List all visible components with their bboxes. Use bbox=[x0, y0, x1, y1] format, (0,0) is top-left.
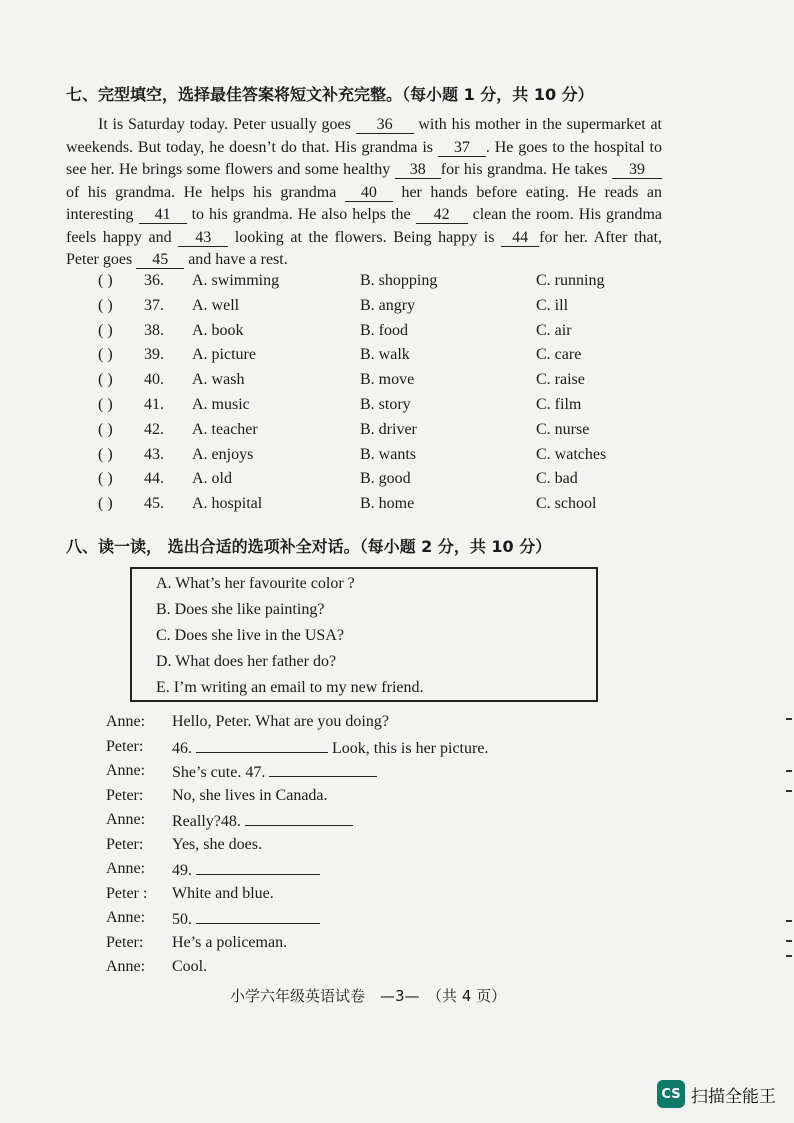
answer-line-46[interactable] bbox=[196, 738, 328, 753]
option-a: A. hospital bbox=[192, 495, 263, 513]
camscanner-logo-icon: CS bbox=[657, 1080, 685, 1108]
question-number: 43. bbox=[144, 445, 164, 463]
answer-slot[interactable]: ( ) bbox=[98, 395, 113, 413]
edge-mark bbox=[786, 790, 792, 792]
blank-38: 38 bbox=[395, 162, 441, 179]
utterance-text: 46. bbox=[172, 739, 196, 757]
blank-36: 36 bbox=[356, 117, 414, 134]
scanner-name: 扫描全能王 bbox=[691, 1086, 776, 1107]
option-c: C. ill bbox=[536, 296, 569, 314]
speaker: Anne: bbox=[106, 811, 146, 828]
edge-mark bbox=[786, 718, 792, 720]
section-7-title: 七、完型填空，选择最佳答案将短文补充完整。（每小题 1 分，共 10 分） bbox=[66, 85, 594, 104]
passage-text: her hands before eating. He reads an interesting bbox=[66, 183, 662, 223]
utterance bbox=[172, 762, 377, 782]
blank-41: 41 bbox=[139, 207, 187, 224]
option-c: C. watches bbox=[536, 445, 607, 463]
edge-mark bbox=[786, 955, 792, 957]
question-number: 40. bbox=[144, 371, 164, 389]
answer-line-50[interactable] bbox=[196, 909, 320, 924]
option-b: B. food bbox=[360, 321, 408, 339]
edge-mark bbox=[786, 770, 792, 772]
utterance bbox=[172, 909, 320, 929]
speaker: Anne: bbox=[106, 713, 146, 730]
question-number: 37. bbox=[144, 296, 164, 314]
dialog-option: E. I’m writing an email to my new friend. bbox=[156, 679, 424, 696]
passage-text: to his grandma. He also helps the bbox=[186, 206, 416, 223]
option-c: C. film bbox=[536, 395, 582, 413]
utterance bbox=[172, 811, 353, 831]
option-b: B. driver bbox=[360, 420, 417, 438]
option-c: C. air bbox=[536, 321, 572, 339]
option-c: C. bad bbox=[536, 470, 578, 488]
speaker: Anne: bbox=[106, 958, 146, 975]
answer-slot[interactable]: ( ) bbox=[98, 371, 113, 389]
answer-line-48[interactable] bbox=[245, 811, 353, 826]
option-a: A. old bbox=[192, 470, 232, 488]
answer-slot[interactable]: ( ) bbox=[98, 445, 113, 463]
utterance bbox=[172, 787, 328, 805]
utterance bbox=[172, 713, 389, 731]
passage-text: and have a rest. bbox=[184, 251, 288, 268]
dialog-option: A. What’s her favourite color ? bbox=[156, 575, 355, 592]
option-box bbox=[130, 567, 598, 702]
utterance bbox=[172, 934, 287, 952]
dialog-option: D. What does her father do? bbox=[156, 653, 337, 670]
section-8-title: 八、读一读， 选出合适的选项补全对话。（每小题 2 分，共 10 分） bbox=[66, 537, 552, 556]
question-number: 45. bbox=[144, 495, 164, 513]
blank-37: 37 bbox=[438, 140, 486, 157]
utterance-text: Hello, Peter. What are you doing? bbox=[172, 713, 389, 730]
speaker: Anne: bbox=[106, 762, 146, 779]
speaker: Peter: bbox=[106, 786, 144, 804]
speaker: Peter: bbox=[106, 933, 144, 951]
option-a: A. wash bbox=[192, 371, 245, 389]
passage-text: clean the room. His grandma feels happy and bbox=[66, 206, 662, 246]
option-a: A. swimming bbox=[192, 272, 280, 289]
option-b: B. angry bbox=[360, 296, 416, 314]
question-number: 44. bbox=[144, 470, 164, 488]
answer-slot[interactable]: ( ) bbox=[98, 272, 113, 289]
page-footer: 小学六年级英语试卷 —3— （共 4 页） bbox=[230, 987, 507, 1005]
answer-slot[interactable]: ( ) bbox=[98, 420, 113, 438]
utterance-text: No, she lives in Canada. bbox=[172, 786, 328, 804]
question-number: 38. bbox=[144, 321, 164, 339]
blank-43: 43 bbox=[178, 230, 228, 247]
option-b: B. walk bbox=[360, 346, 410, 364]
blank-42: 42 bbox=[416, 207, 468, 224]
option-c: C. school bbox=[536, 495, 597, 513]
passage-text: for her. After that, Peter goes bbox=[66, 228, 663, 268]
option-b: B. story bbox=[360, 395, 411, 413]
edge-mark bbox=[786, 920, 792, 922]
utterance bbox=[172, 958, 207, 976]
option-b: B. good bbox=[360, 470, 411, 488]
option-c: C. raise bbox=[536, 371, 585, 389]
utterance-text: 50. bbox=[172, 911, 196, 928]
adjacent-page-edge bbox=[786, 0, 794, 1123]
option-b: B. shopping bbox=[360, 272, 438, 289]
answer-slot[interactable]: ( ) bbox=[98, 321, 113, 339]
passage-text: for his grandma. He takes bbox=[440, 161, 612, 178]
passage-text: It is Saturday today. Peter usually goes bbox=[98, 116, 356, 133]
utterance-text: Look, this is her picture. bbox=[328, 739, 489, 757]
cloze-passage bbox=[66, 114, 662, 272]
utterance-text: Cool. bbox=[172, 958, 208, 975]
question-number: 36. bbox=[144, 272, 164, 289]
utterance-text: Really?48. bbox=[172, 813, 245, 830]
utterance bbox=[172, 860, 320, 880]
utterance bbox=[172, 885, 274, 903]
utterance-text: He’s a policeman. bbox=[172, 933, 288, 951]
answer-slot[interactable]: ( ) bbox=[98, 296, 113, 314]
speaker: Peter: bbox=[106, 737, 144, 755]
blank-40: 40 bbox=[345, 185, 393, 202]
option-a: A. teacher bbox=[192, 420, 258, 438]
passage-text: . He goes to the hospital to see her. He brings some flowers and some healthy bbox=[66, 138, 662, 178]
option-a: A. music bbox=[192, 395, 250, 413]
speaker: Anne: bbox=[106, 909, 146, 926]
scanner-watermark bbox=[657, 1080, 776, 1108]
speaker: Anne: bbox=[106, 860, 146, 877]
blank-39: 39 bbox=[612, 162, 662, 179]
utterance-text: 49. bbox=[172, 862, 196, 879]
utterance-text: Yes, she does. bbox=[172, 835, 262, 853]
blank-44: 44 bbox=[501, 230, 539, 247]
option-a: A. enjoys bbox=[192, 445, 254, 463]
option-c: C. care bbox=[536, 346, 582, 364]
dialog-option: C. Does she live in the USA? bbox=[156, 627, 344, 644]
option-b: B. wants bbox=[360, 445, 416, 463]
speaker: Peter: bbox=[106, 835, 144, 853]
option-c: C. running bbox=[536, 272, 605, 289]
option-a: A. well bbox=[192, 296, 240, 314]
answer-slot[interactable]: ( ) bbox=[98, 346, 113, 364]
option-a: A. book bbox=[192, 321, 244, 339]
utterance bbox=[172, 836, 262, 854]
answer-line-47[interactable] bbox=[269, 762, 377, 777]
option-c: C. nurse bbox=[536, 420, 590, 438]
answer-slot[interactable]: ( ) bbox=[98, 470, 113, 488]
option-a: A. picture bbox=[192, 346, 256, 364]
utterance bbox=[172, 738, 488, 758]
question-number: 39. bbox=[144, 346, 164, 364]
question-number: 42. bbox=[144, 420, 164, 438]
utterance-text: She’s cute. 47. bbox=[172, 764, 270, 781]
edge-mark bbox=[786, 940, 792, 942]
blank-45: 45 bbox=[136, 252, 184, 269]
option-b: B. home bbox=[360, 495, 415, 513]
question-number: 41. bbox=[144, 395, 164, 413]
answer-slot[interactable]: ( ) bbox=[98, 495, 113, 513]
answer-line-49[interactable] bbox=[196, 860, 320, 875]
passage-text: of his grandma. He helps his grandma bbox=[66, 183, 345, 201]
passage-text: with his mother in the supermarket at weekends. But today, he doesn’t do that. His grandma is bbox=[66, 116, 662, 156]
option-b: B. move bbox=[360, 371, 415, 389]
passage-text: looking at the flowers. Being happy is bbox=[228, 228, 502, 246]
utterance-text: White and blue. bbox=[172, 884, 274, 902]
dialog-option: B. Does she like painting? bbox=[156, 601, 325, 618]
speaker: Peter : bbox=[106, 884, 148, 902]
